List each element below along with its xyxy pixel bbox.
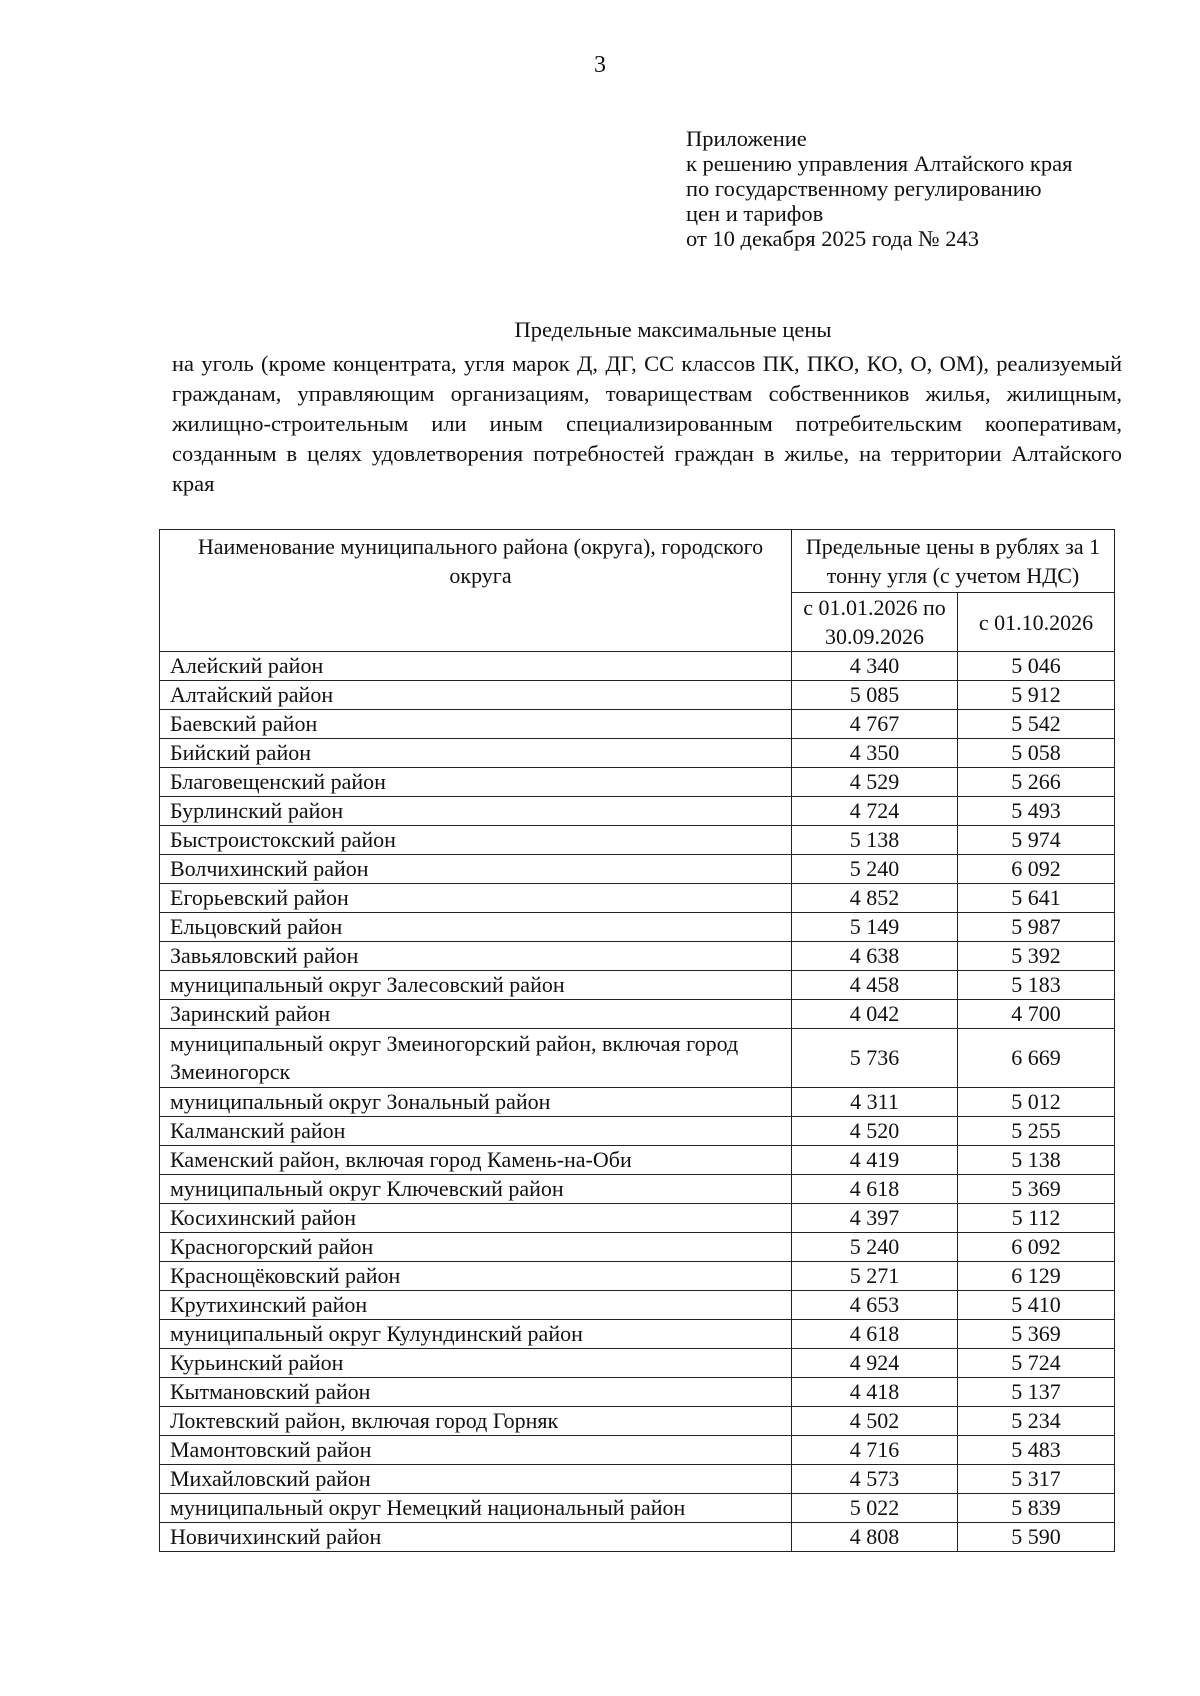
district-name-cell: Косихинский район (160, 1204, 792, 1233)
price-period-2-cell: 5 183 (958, 971, 1115, 1000)
appendix-line: Приложение (686, 126, 807, 151)
table-row (160, 1262, 1115, 1291)
table-row (160, 1233, 1115, 1262)
price-period-2-cell: 5 641 (958, 884, 1115, 913)
district-name-cell: Крутихинский район (160, 1291, 792, 1320)
price-period-1-cell: 5 240 (792, 855, 958, 884)
district-name-cell: Алейский район (160, 652, 792, 681)
price-period-2-cell: 5 369 (958, 1175, 1115, 1204)
district-name-cell: Егорьевский район (160, 884, 792, 913)
table-row (160, 855, 1115, 884)
price-period-1-cell: 4 529 (792, 768, 958, 797)
table-row (160, 884, 1115, 913)
district-name-cell: Новичихинский район (160, 1523, 792, 1552)
price-period-1-cell: 5 022 (792, 1494, 958, 1523)
price-period-2-cell: 6 129 (958, 1262, 1115, 1291)
price-period-1-cell: 4 573 (792, 1465, 958, 1494)
price-period-2-cell: 5 058 (958, 739, 1115, 768)
table-row (160, 942, 1115, 971)
price-period-2-cell: 5 493 (958, 797, 1115, 826)
appendix-line: к решению управления Алтайского края (686, 151, 1073, 176)
price-period-1-cell: 5 240 (792, 1233, 958, 1262)
price-period-2-cell: 5 590 (958, 1523, 1115, 1552)
district-name-cell: Быстроистокский район (160, 826, 792, 855)
district-name-cell: Калманский район (160, 1117, 792, 1146)
price-period-2-cell: 5 483 (958, 1436, 1115, 1465)
price-period-1-cell: 4 618 (792, 1175, 958, 1204)
price-period-1-cell: 4 419 (792, 1146, 958, 1175)
district-name-cell: Алтайский район (160, 681, 792, 710)
price-period-1-cell: 4 808 (792, 1523, 958, 1552)
price-period-2-cell: 5 112 (958, 1204, 1115, 1233)
table-body (160, 652, 1115, 1552)
district-name-cell: муниципальный округ Ключевский район (160, 1175, 792, 1204)
table-row (160, 1000, 1115, 1029)
district-name-cell: Мамонтовский район (160, 1436, 792, 1465)
header-period-1: с 01.01.2026 по 30.09.2026 (792, 593, 958, 652)
table-row (160, 826, 1115, 855)
district-name-cell: Красногорский район (160, 1233, 792, 1262)
price-period-2-cell: 5 046 (958, 652, 1115, 681)
price-period-1-cell: 4 458 (792, 971, 958, 1000)
table-row (160, 971, 1115, 1000)
table-row (160, 1175, 1115, 1204)
district-name-cell: муниципальный округ Змеиногорский район, включая город Змеиногорск (160, 1029, 792, 1088)
district-name-cell: Бурлинский район (160, 797, 792, 826)
price-period-2-cell: 5 974 (958, 826, 1115, 855)
price-period-1-cell: 4 653 (792, 1291, 958, 1320)
district-name-cell: Заринский район (160, 1000, 792, 1029)
table-row (160, 1349, 1115, 1378)
price-period-2-cell: 5 234 (958, 1407, 1115, 1436)
price-period-1-cell: 4 350 (792, 739, 958, 768)
table-row (160, 797, 1115, 826)
table-row (160, 1320, 1115, 1349)
price-table (159, 529, 1115, 1552)
price-period-1-cell: 4 638 (792, 942, 958, 971)
district-name-cell: Волчихинский район (160, 855, 792, 884)
price-period-2-cell: 4 700 (958, 1000, 1115, 1029)
appendix-line: от 10 декабря 2025 года № 243 (686, 226, 980, 251)
table-row (160, 652, 1115, 681)
table-row (160, 1029, 1115, 1088)
price-period-1-cell: 5 271 (792, 1262, 958, 1291)
price-period-1-cell: 4 716 (792, 1436, 958, 1465)
price-period-2-cell: 5 317 (958, 1465, 1115, 1494)
document-subtitle: на уголь (кроме концентрата, угля марок Д, ДГ, СС классов ПК, ПКО, КО, О, ОМ), реализуемый гражданам, управляющим организациям, товариществам собственников жилья, жилищным, жилищно-строительным или иным специализированным потребительским кооперативам, созданным в целях удовлетворения потребностей граждан в жилье, на территории Алтайского края (172, 351, 1122, 496)
price-period-1-cell: 4 340 (792, 652, 958, 681)
district-name-cell: Кытмановский район (160, 1378, 792, 1407)
price-period-1-cell: 4 618 (792, 1320, 958, 1349)
price-period-2-cell: 5 542 (958, 710, 1115, 739)
table-row (160, 1204, 1115, 1233)
price-period-2-cell: 5 255 (958, 1117, 1115, 1146)
header-period-2: с 01.10.2026 (958, 593, 1115, 652)
table-row (160, 1146, 1115, 1175)
page-number: 3 (594, 52, 606, 78)
price-period-1-cell: 5 085 (792, 681, 958, 710)
district-name-cell: муниципальный округ Залесовский район (160, 971, 792, 1000)
table-row (160, 1378, 1115, 1407)
price-period-1-cell: 4 397 (792, 1204, 958, 1233)
header-district-name: Наименование муниципального района (округа), городского округа (160, 530, 792, 652)
price-period-1-cell: 4 852 (792, 884, 958, 913)
table-row (160, 1494, 1115, 1523)
price-period-2-cell: 5 724 (958, 1349, 1115, 1378)
district-name-cell: Каменский район, включая город Камень-на-Оби (160, 1146, 792, 1175)
price-period-2-cell: 6 092 (958, 855, 1115, 884)
district-name-cell: муниципальный округ Кулундинский район (160, 1320, 792, 1349)
price-period-1-cell: 4 520 (792, 1117, 958, 1146)
price-period-1-cell: 4 502 (792, 1407, 958, 1436)
price-period-2-cell: 5 137 (958, 1378, 1115, 1407)
district-name-cell: муниципальный округ Зональный район (160, 1088, 792, 1117)
price-period-2-cell: 5 392 (958, 942, 1115, 971)
price-period-1-cell: 4 418 (792, 1378, 958, 1407)
appendix-line: цен и тарифов (686, 201, 824, 226)
district-name-cell: Завьяловский район (160, 942, 792, 971)
district-name-cell: Курьинский район (160, 1349, 792, 1378)
table-row (160, 913, 1115, 942)
price-period-2-cell: 5 912 (958, 681, 1115, 710)
price-period-1-cell: 4 724 (792, 797, 958, 826)
price-period-2-cell: 6 092 (958, 1233, 1115, 1262)
table-row (160, 739, 1115, 768)
price-period-2-cell: 5 410 (958, 1291, 1115, 1320)
table-row (160, 1291, 1115, 1320)
table-row (160, 1117, 1115, 1146)
table-row (160, 768, 1115, 797)
price-period-1-cell: 5 736 (792, 1029, 958, 1088)
header-prices: Предельные цены в рублях за 1 тонну угля (с учетом НДС) (792, 530, 1115, 593)
price-period-2-cell: 6 669 (958, 1029, 1115, 1088)
table-header-row (160, 530, 1115, 593)
price-period-1-cell: 5 149 (792, 913, 958, 942)
district-name-cell: Локтевский район, включая город Горняк (160, 1407, 792, 1436)
district-name-cell: Ельцовский район (160, 913, 792, 942)
price-period-1-cell: 5 138 (792, 826, 958, 855)
price-period-2-cell: 5 987 (958, 913, 1115, 942)
table-row (160, 1436, 1115, 1465)
district-name-cell: Бийский район (160, 739, 792, 768)
price-period-2-cell: 5 369 (958, 1320, 1115, 1349)
district-name-cell: Благовещенский район (160, 768, 792, 797)
district-name-cell: муниципальный округ Немецкий национальный район (160, 1494, 792, 1523)
district-name-cell: Михайловский район (160, 1465, 792, 1494)
price-period-2-cell: 5 138 (958, 1146, 1115, 1175)
table-row (160, 681, 1115, 710)
appendix-block (686, 126, 1072, 251)
district-name-cell: Баевский район (160, 710, 792, 739)
price-period-2-cell: 5 012 (958, 1088, 1115, 1117)
price-period-1-cell: 4 311 (792, 1088, 958, 1117)
table-row (160, 1523, 1115, 1552)
table-row (160, 710, 1115, 739)
table-row (160, 1088, 1115, 1117)
table-row (160, 1407, 1115, 1436)
appendix-line: по государственному регулированию (686, 176, 1042, 201)
price-period-1-cell: 4 042 (792, 1000, 958, 1029)
price-period-1-cell: 4 924 (792, 1349, 958, 1378)
document-title: Предельные максимальные цены (514, 317, 832, 342)
price-period-2-cell: 5 839 (958, 1494, 1115, 1523)
table-row (160, 1465, 1115, 1494)
district-name-cell: Краснощёковский район (160, 1262, 792, 1291)
price-period-2-cell: 5 266 (958, 768, 1115, 797)
price-period-1-cell: 4 767 (792, 710, 958, 739)
